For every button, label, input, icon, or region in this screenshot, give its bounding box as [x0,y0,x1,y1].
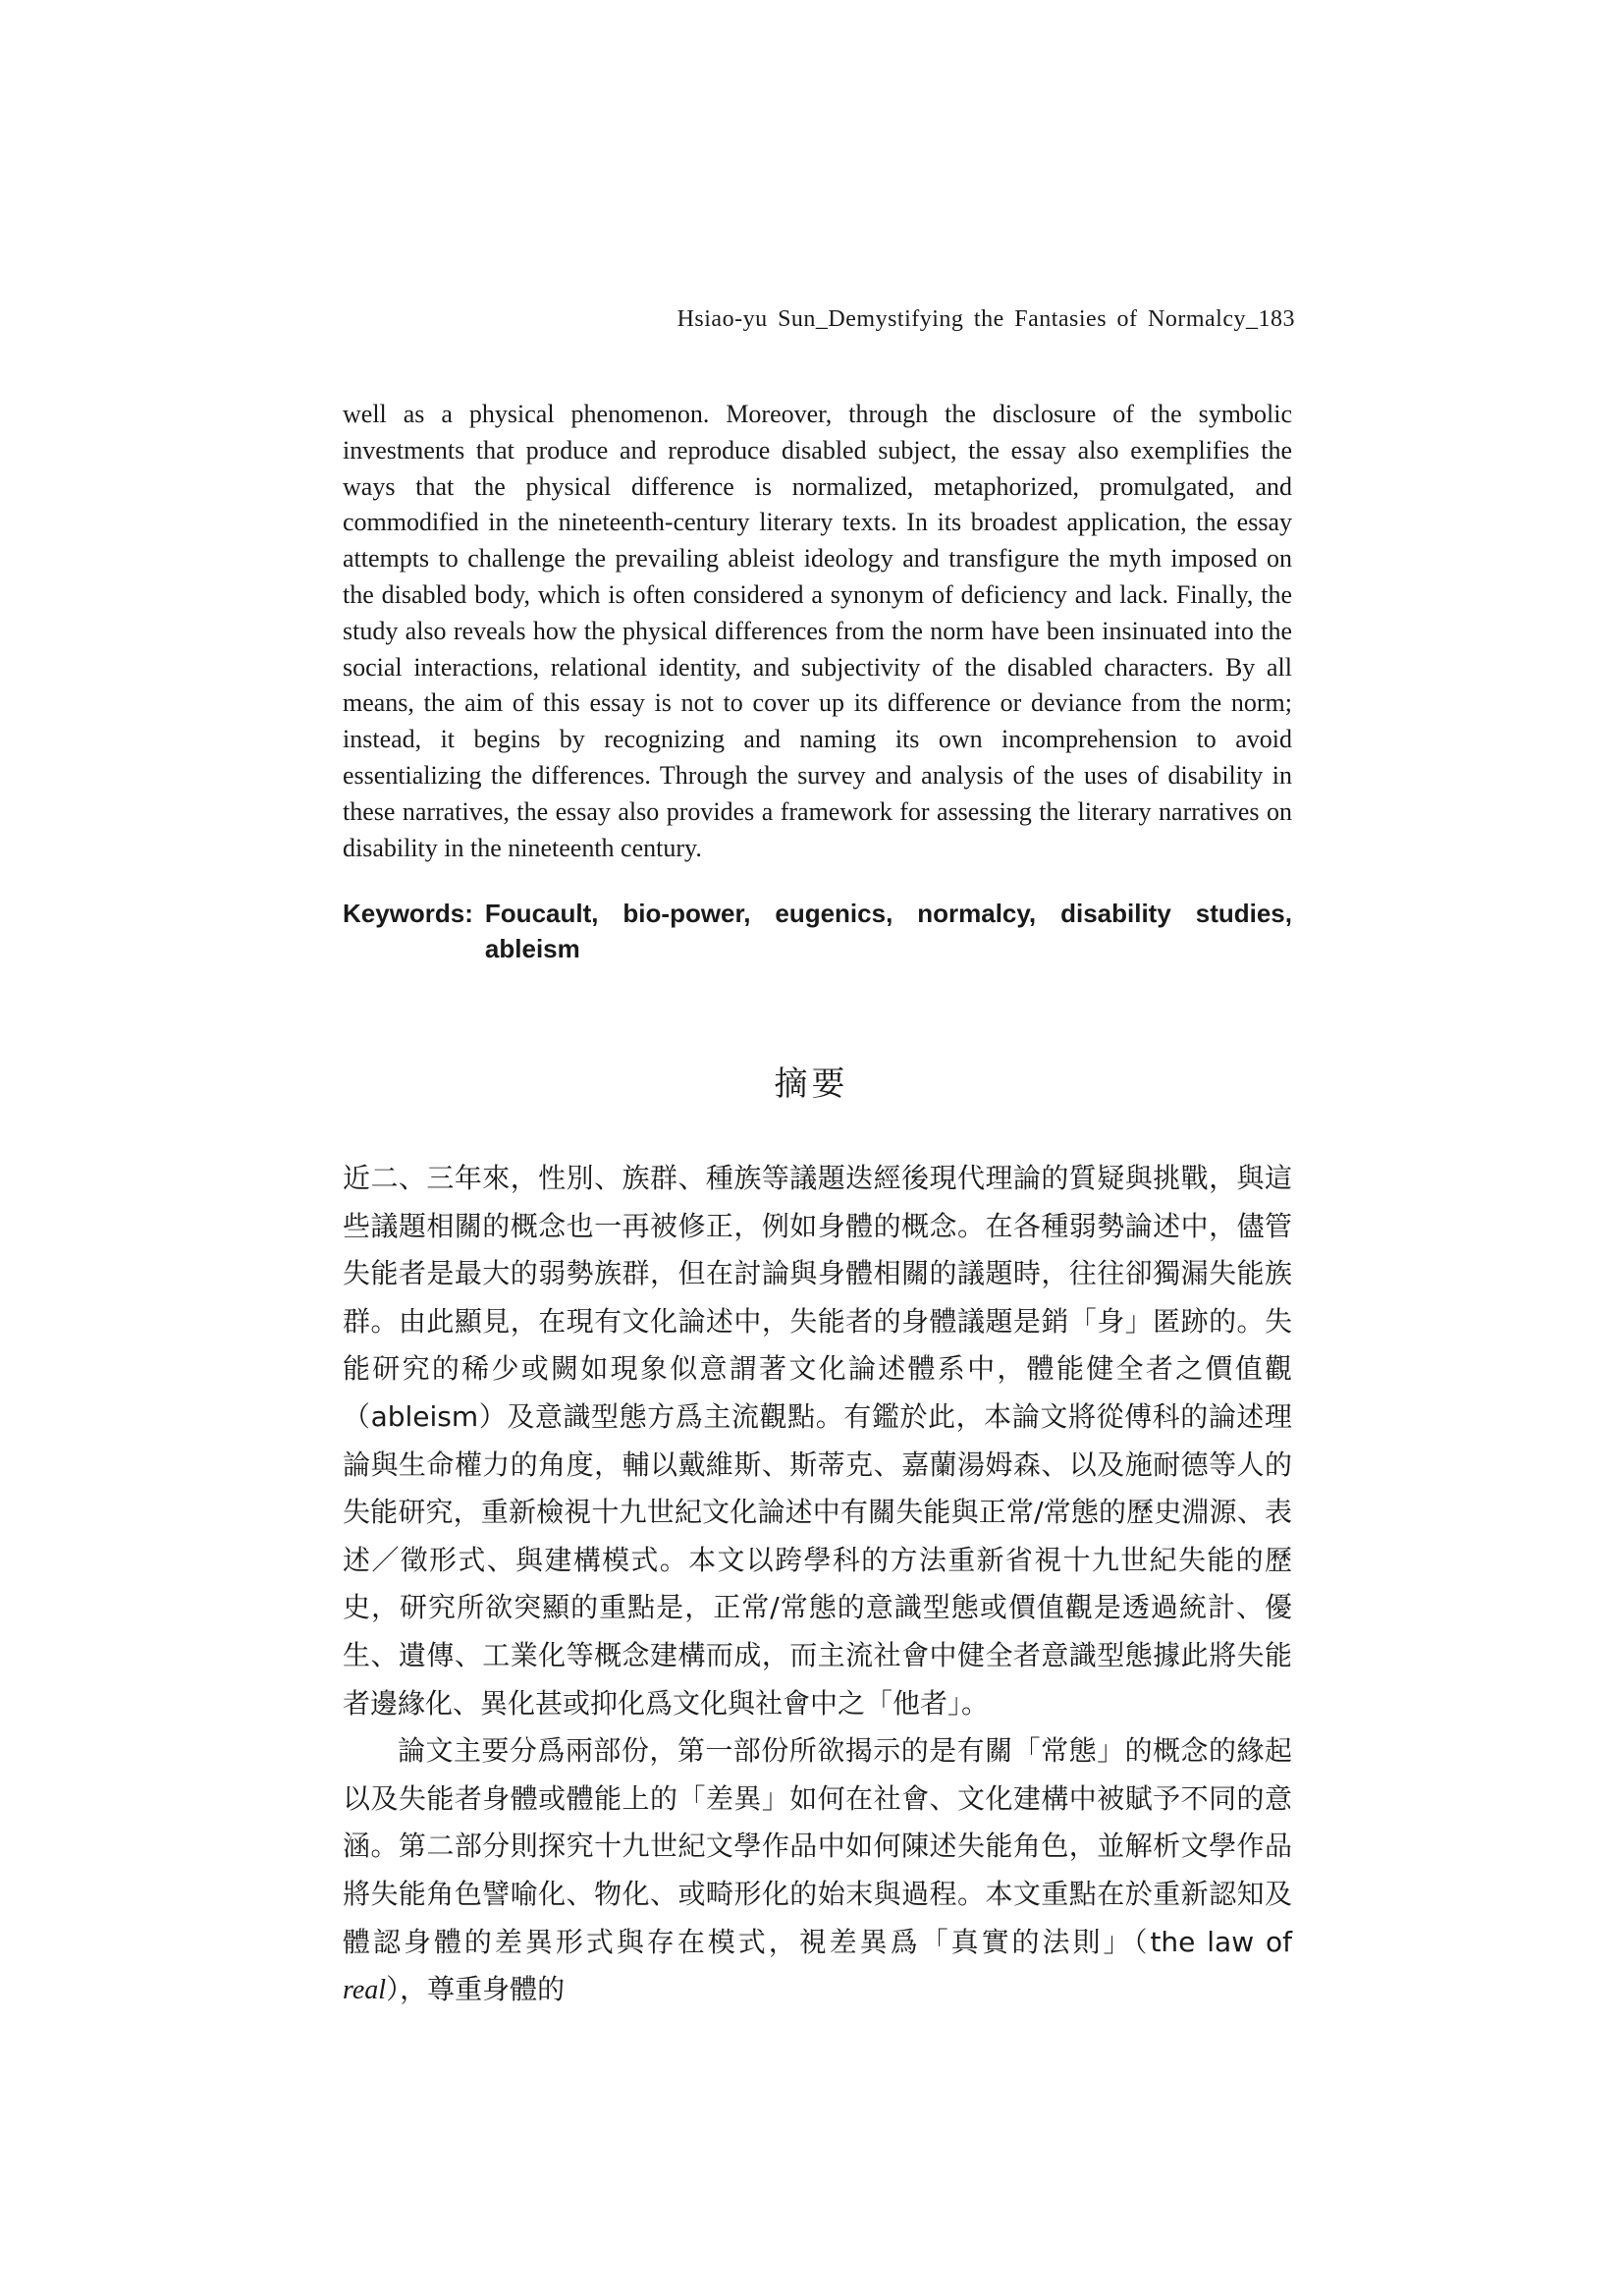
chinese-abstract [343,1155,1292,2015]
chinese-abstract-paragraph-1: 近二、三年來，性別、族群、種族等議題迭經後現代理論的質疑與挑戰，與這些議題相關的概念也一再被修正，例如身體的概念。在各種弱勢論述中，儘管失能者是最大的弱勢族群，但在討論與身體相關的議題時，往往卻獨漏失能族群。由此顯見，在現有文化論述中，失能者的身體議題是銷「身」匿跡的。失能研究的稀少或闕如現象似意謂著文化論述體系中，體能健全者之價值觀（ableism）及意識型態方爲主流觀點。有鑑於此，本論文將從傅科的論述理論與生命權力的角度，輔以戴維斯、斯蒂克、嘉蘭湯姆森、以及施耐德等人的失能研究，重新檢視十九世紀文化論述中有關失能與正常/常態的歷史淵源、表述／徵形式、與建構模式。本文以跨學科的方法重新省視十九世紀失能的歷史，研究所欲突顯的重點是，正常/常態的意識型態或價值觀是透過統計、優生、遺傳、工業化等概念建構而成，而主流社會中健全者意識型態據此將失能者邊緣化、異化甚或抑化爲文化與社會中之「他者」。 [343,1162,1292,1720]
keywords [343,896,1292,966]
chinese-abstract-paragraph-2 [343,1727,1292,2015]
running-header: Hsiao-yu Sun_Demystifying the Fantasies of Normalcy_183 [676,306,1295,332]
chinese-abstract-title: 摘要 [774,1065,849,1104]
paragraph-2-text-end: ），尊重身體的 [386,1973,566,2006]
paragraph-2-text: 論文主要分爲兩部份，第一部份所欲揭示的是有關「常態」的概念的緣起以及失能者身體或體能上的「差異」如何在社會、文化建構中被賦予不同的意涵。第二部分則探究十九世紀文學作品中如何陳述失能角色，並解析文學作品將失能角色譬喻化、物化、或畸形化的始末與過程。本文重點在於重新認知及體認身體的差異形式與存在模式，視差異爲「真實的法則」（the law of [343,1734,1292,1958]
paragraph-2-italic-term: real [343,1975,387,2006]
english-abstract-text: well as a physical phenomenon. Moreover, through the disclosure of the symbolic investments that produce and reproduce disabled subject, the essay also exemplifies the ways that the physical difference is normalized, metaphorized, promulgated, and commodified in the nineteenth-century literary texts. In its broadest application, the essay attempts to challenge the prevailing ableist ideology and transfigure the myth imposed on the disabled body, which is often considered a synonym of deficiency and lack. Finally, the study also reveals how the physical differences from the norm have been insinuated into the social interactions, relational identity, and subjectivity of the disabled characters. By all means, the aim of this essay is not to cover up its difference or deviance from the norm; instead, it begins by recognizing and naming its own incomprehension to avoid essentializing the differences. Through the survey and analysis of the uses of disability in these narratives, the essay also provides a framework for assessing the literary narratives on disability in the nineteenth century. [343,400,1292,862]
keywords-label: Keywords: [343,899,473,928]
keywords-list: Foucault, bio-power, eugenics, normalcy, disability studies, ableism [484,899,1292,963]
